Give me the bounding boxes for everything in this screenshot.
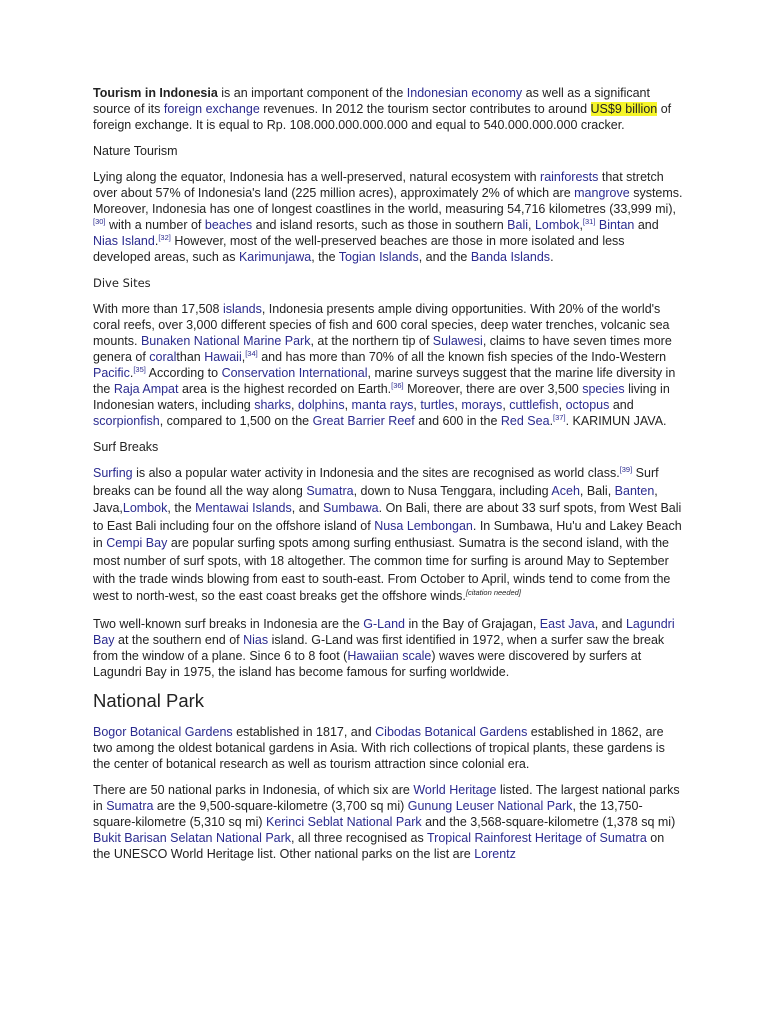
dive-paragraph xyxy=(93,301,683,429)
article-subject: Tourism in Indonesia xyxy=(93,86,218,100)
text-run: , the xyxy=(167,501,196,516)
link-sumatra[interactable]: Sumatra xyxy=(306,483,354,498)
text-run: , xyxy=(344,398,352,412)
text-run: revenues. In 2012 the tourism sector contributes to around xyxy=(259,102,591,116)
link-world-heritage[interactable]: World Heritage xyxy=(413,782,497,797)
text-run: in the Bay of Grajagan, xyxy=(404,616,540,631)
text-run: is also a popular water activity in Indonesia and the sites are recognised as world class. xyxy=(132,466,620,480)
text-run: , xyxy=(502,398,510,412)
text-run: . xyxy=(550,250,554,264)
citation-35[interactable]: [35] xyxy=(133,365,146,374)
link-great-barrier-reef[interactable]: Great Barrier Reef xyxy=(312,414,415,428)
text-run: , xyxy=(528,218,535,232)
link-bintan[interactable]: Bintan xyxy=(598,218,635,232)
text-run: . KARIMUN JAVA. xyxy=(565,414,667,428)
article-body xyxy=(93,85,683,872)
text-run: with a number of xyxy=(105,218,205,232)
link-conservation-international[interactable]: Conservation International xyxy=(221,366,368,380)
text-run: . On Bali, there are about 33 surf spots, from West Bali to East Bali including four on the offshore island of xyxy=(93,501,682,533)
link-surfing[interactable]: Surfing xyxy=(93,466,133,480)
link-sumatra-parks[interactable]: Sumatra xyxy=(106,798,154,813)
citation-36[interactable]: [36] xyxy=(391,381,404,390)
link-islands[interactable]: islands xyxy=(222,302,262,316)
text-run: However, most of the well-preserved beaches are those in more isolated and less developed areas, such as xyxy=(93,234,625,264)
text-run: and the 3,568-square-kilometre (1,378 sq mi) xyxy=(421,814,676,829)
link-nias-island[interactable]: Nias Island xyxy=(93,234,155,248)
text-run: of foreign exchange. It is equal to Rp. 108.000.000.000.000 and equal to 540.000.000.000 cracker. xyxy=(93,102,672,132)
text-run: , marine surveys suggest that the marine life diversity in the xyxy=(93,366,676,396)
link-dolphins[interactable]: dolphins xyxy=(298,398,345,412)
link-nias[interactable]: Nias xyxy=(243,632,269,647)
link-pacific[interactable]: Pacific xyxy=(93,366,130,380)
text-run: , and the xyxy=(418,250,471,264)
text-run: , xyxy=(291,398,298,412)
surf-breaks-paragraph xyxy=(93,616,683,680)
surf-paragraph xyxy=(93,465,683,606)
link-hawaii[interactable]: Hawaii xyxy=(204,350,242,364)
link-lorentz[interactable]: Lorentz xyxy=(474,846,516,861)
text-run: are popular surfing spots among surfing enthusiast. Sumatra is the second island, with the most number of surf spots, with 18 altogether. The common time for surfing is around May to September with the trade winds blowing from east to south-east. From October to April, winds tend to come from the west to north-west, so the east coast breaks get the offshore winds. xyxy=(93,536,671,604)
text-run: Moreover, there are over 3,500 xyxy=(403,382,583,396)
citation-39[interactable]: [39] xyxy=(619,465,633,474)
link-rainforests[interactable]: rainforests xyxy=(540,170,599,184)
citation-needed[interactable]: [citation needed] xyxy=(465,588,521,598)
text-run: , Java, xyxy=(93,483,658,516)
text-run: and has more than 70% of all the known fish species of the Indo-Western xyxy=(257,350,667,364)
link-red-sea[interactable]: Red Sea xyxy=(500,414,550,428)
text-run: There are 50 national parks in Indonesia, of which six are xyxy=(93,782,414,797)
text-run: at the southern end of xyxy=(114,632,244,647)
citation-37[interactable]: [37] xyxy=(553,413,566,422)
text-run: , all three recognised as xyxy=(291,830,427,845)
link-bogor-botanical-gardens[interactable]: Bogor Botanical Gardens xyxy=(93,724,233,739)
link-lombok[interactable]: Lombok xyxy=(534,218,580,232)
link-g-land[interactable]: G-Land xyxy=(363,616,405,631)
text-run: . xyxy=(129,366,134,380)
link-sulawesi[interactable]: Sulawesi xyxy=(432,334,483,348)
citation-34[interactable]: [34] xyxy=(245,349,258,358)
text-run: established in 1817, and xyxy=(232,724,376,739)
surf-breaks-heading: Surf Breaks xyxy=(93,440,159,454)
text-run: on the UNESCO World Heritage list. Other national parks on the list are xyxy=(93,830,665,861)
citation-30[interactable]: [30] xyxy=(93,217,106,226)
text-run: , xyxy=(579,218,583,232)
link-cibodas-botanical-gardens[interactable]: Cibodas Botanical Gardens xyxy=(375,724,528,739)
link-coral[interactable]: coral xyxy=(149,350,177,364)
text-run: Two well-known surf breaks in Indonesia are the xyxy=(93,616,364,631)
text-run: , at the northern tip of xyxy=(310,334,433,348)
citation-32[interactable]: [32] xyxy=(158,233,171,242)
link-aceh[interactable]: Aceh xyxy=(551,483,580,498)
text-run: , claims to have seven times more genera of xyxy=(93,334,672,364)
text-run: , xyxy=(241,350,246,364)
text-run: , xyxy=(558,398,566,412)
text-run: listed. The largest national parks in xyxy=(93,782,680,813)
link-gunung-leuser[interactable]: Gunung Leuser National Park xyxy=(407,798,573,813)
text-run: , Indonesia presents ample diving opportunities. With 20% of the world's coral reefs, over 3,000 different species of fish and 600 coral species, deep water trenches, volcanic sea mounts. xyxy=(93,302,670,348)
link-sharks[interactable]: sharks xyxy=(254,398,292,412)
text-run: that stretch over about 57% of Indonesia's land (225 million acres), approximately 2% of which are xyxy=(93,170,664,200)
text-run: Lying along the equator, Indonesia has a well-preserved, natural ecosystem with xyxy=(93,170,541,184)
link-manta-rays[interactable]: manta rays xyxy=(351,398,414,412)
highlighted-text: US$9 billion xyxy=(590,102,658,116)
link-sumbawa[interactable]: Sumbawa xyxy=(323,501,379,516)
text-run: and island resorts, such as those in southern xyxy=(252,218,508,232)
text-run: ) waves were discovered by surfers at Lagundri Bay in 1975, the island has become famous for surfing worldwide. xyxy=(93,648,642,679)
link-cuttlefish[interactable]: cuttlefish xyxy=(509,398,559,412)
national-park-heading: National Park xyxy=(93,689,205,711)
link-banten[interactable]: Banten xyxy=(614,483,655,498)
text-run: , and xyxy=(291,501,324,516)
link-morays[interactable]: morays xyxy=(461,398,503,412)
text-run: , and xyxy=(594,616,626,631)
link-lombok-surf[interactable]: Lombok xyxy=(122,501,168,516)
link-beaches[interactable]: beaches xyxy=(204,218,253,232)
text-run: and 600 in the xyxy=(414,414,501,428)
text-run: . xyxy=(549,414,554,428)
text-run: living in Indonesian waters, including xyxy=(93,382,670,412)
intro-paragraph xyxy=(93,85,683,133)
nature-paragraph xyxy=(93,169,683,265)
text-run: , xyxy=(454,398,462,412)
link-bali[interactable]: Bali xyxy=(507,218,528,232)
dive-sites-heading: Dive Sites xyxy=(93,276,151,290)
text-run: is an important component of the xyxy=(217,86,407,100)
link-kerinci-seblat[interactable]: Kerinci Seblat National Park xyxy=(265,814,422,829)
text-run: systems. Moreover, Indonesia has one of longest coastlines in the world, measuring 54,716 kilometres (33,999 mi), xyxy=(93,186,683,216)
text-run: , Bali, xyxy=(579,483,615,498)
text-run: are the 9,500-square-kilometre (3,700 sq mi) xyxy=(153,798,408,813)
text-run: , the xyxy=(311,250,339,264)
link-nusa-lembongan[interactable]: Nusa Lembongan xyxy=(374,518,473,533)
link-cempi-bay[interactable]: Cempi Bay xyxy=(106,536,168,551)
link-indonesian-economy[interactable]: Indonesian economy xyxy=(406,86,523,100)
link-octopus[interactable]: octopus xyxy=(565,398,610,412)
text-run: island. G-Land was first identified in 1972, when a surfer saw the break from the window of a plane. Since 6 to 8 foot ( xyxy=(93,632,665,663)
link-togian-islands[interactable]: Togian Islands xyxy=(338,250,419,264)
link-mangrove[interactable]: mangrove xyxy=(574,186,630,200)
text-run: and xyxy=(634,218,659,232)
text-run: established in 1862, are two among the oldest botanical gardens in Asia. With rich collections of tropical plants, these gardens is the center of botanical research as well as tourism attraction since colonial era. xyxy=(93,724,665,771)
link-hawaiian-scale[interactable]: Hawaiian scale xyxy=(347,648,432,663)
link-raja-ampat[interactable]: Raja Ampat xyxy=(113,382,179,396)
link-foreign-exchange[interactable]: foreign exchange xyxy=(163,102,260,116)
link-lagundri-bay[interactable]: Lagundri Bay xyxy=(93,616,675,647)
link-tropical-rainforest-heritage[interactable]: Tropical Rainforest Heritage of Sumatra xyxy=(427,830,647,845)
link-scorpionfish[interactable]: scorpionfish xyxy=(93,414,160,428)
link-bukit-barisan-selatan[interactable]: Bukit Barisan Selatan National Park xyxy=(93,830,292,845)
citation-31[interactable]: [31] xyxy=(582,217,596,226)
link-bunaken[interactable]: Bunaken National Marine Park xyxy=(140,334,311,348)
link-mentawai-islands[interactable]: Mentawai Islands xyxy=(195,501,292,516)
text-run: as well as a significant source of its xyxy=(93,86,650,116)
text-run: , compared to 1,500 on the xyxy=(159,414,313,428)
link-east-java[interactable]: East Java xyxy=(539,616,595,631)
link-banda-islands[interactable]: Banda Islands xyxy=(470,250,551,264)
text-run: Surf breaks can be found all the way along xyxy=(93,466,659,498)
text-run: . In Sumbawa, Hu'u and Lakey Beach in xyxy=(93,518,682,551)
text-run: With more than 17,508 xyxy=(93,302,223,316)
text-run: , xyxy=(413,398,421,412)
link-species[interactable]: species xyxy=(582,382,625,396)
text-run: According to xyxy=(145,366,222,380)
text-run: , the 13,750-square-kilometre (5,310 sq mi) xyxy=(93,798,643,829)
text-run: and xyxy=(609,398,634,412)
text-run: . xyxy=(154,234,159,248)
nature-tourism-heading: Nature Tourism xyxy=(93,144,178,158)
text-run: than xyxy=(176,350,205,364)
text-run: , down to Nusa Tenggara, including xyxy=(353,483,552,498)
text-run: area is the highest recorded on Earth. xyxy=(178,382,392,396)
link-turtles[interactable]: turtles xyxy=(420,398,455,412)
link-karimunjawa[interactable]: Karimunjawa xyxy=(238,250,312,264)
national-parks-paragraph xyxy=(93,782,683,862)
botanical-gardens-paragraph xyxy=(93,724,683,772)
